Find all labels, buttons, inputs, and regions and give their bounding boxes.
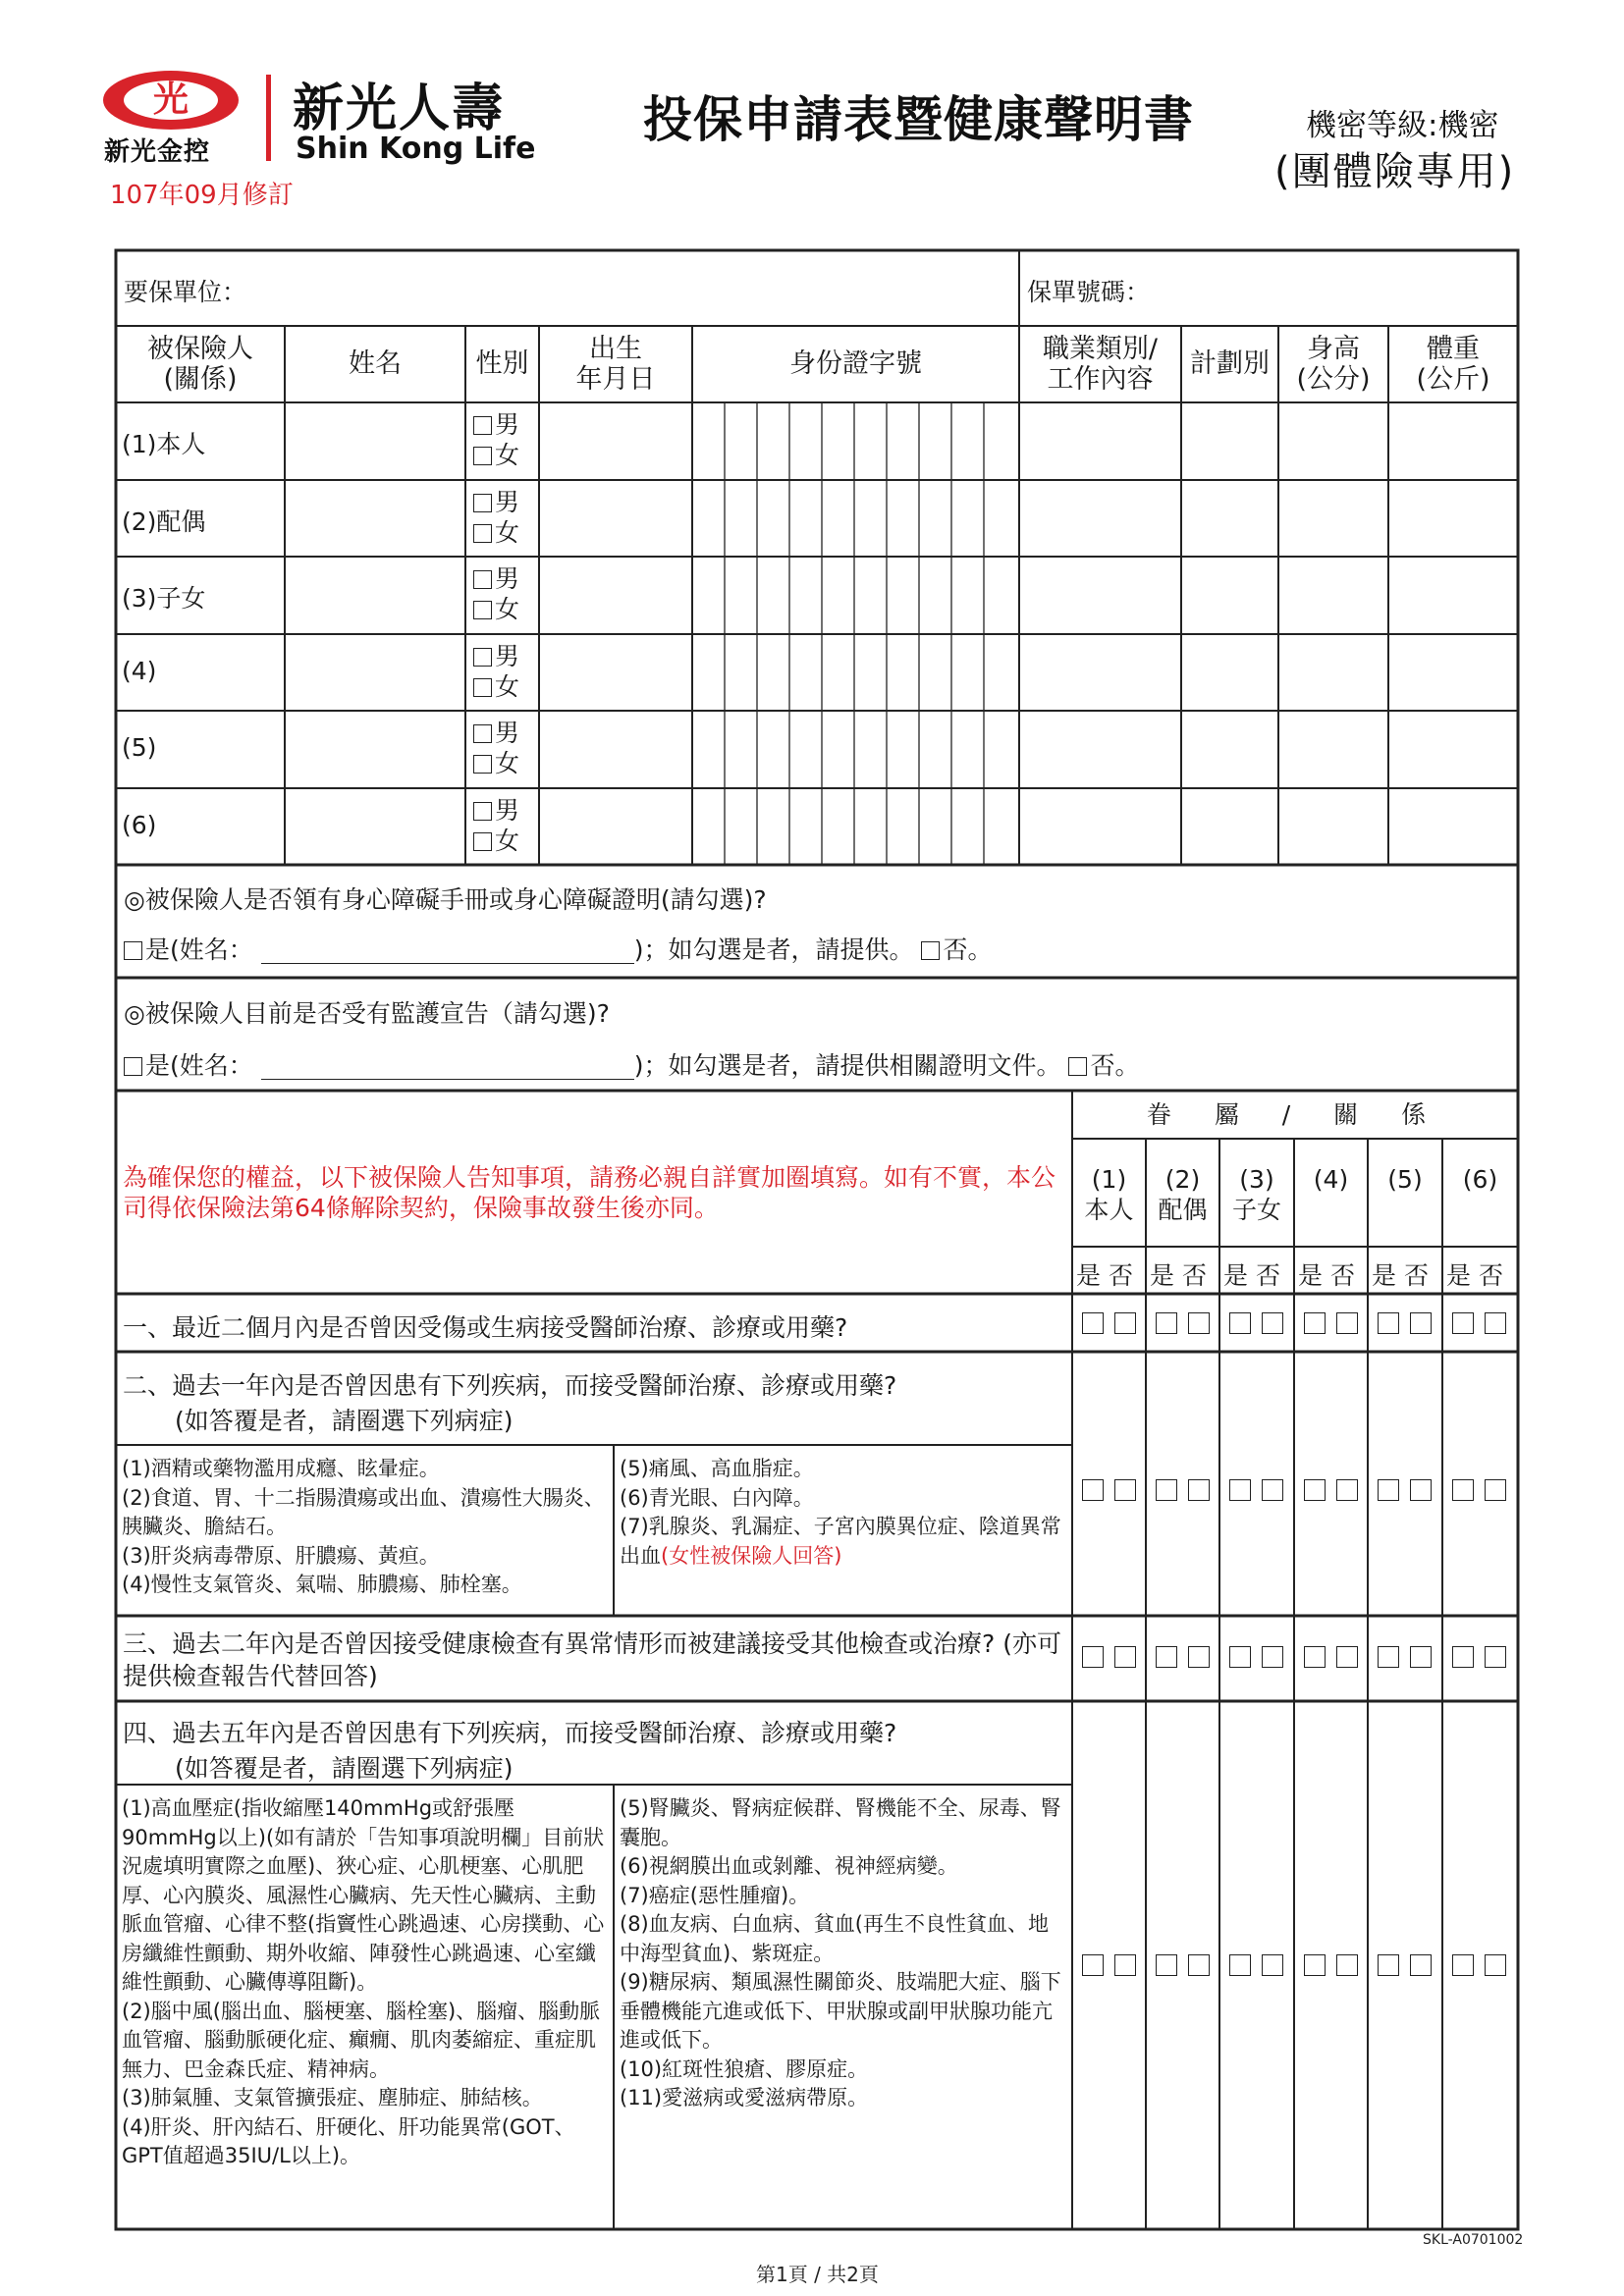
male-checkbox[interactable] [473, 648, 492, 667]
answer-checkbox[interactable] [1452, 1479, 1474, 1501]
answer-checkbox[interactable] [1304, 1312, 1326, 1334]
row-label-5: (5) [122, 733, 157, 762]
answer-checkbox[interactable] [1410, 1954, 1432, 1976]
revision-date: 107年09月修訂 [110, 181, 294, 210]
list-item: (3)肝炎病毒帶原、肝膿瘍、黃疸。 [122, 1543, 440, 1568]
member-5-header: (5) [1387, 1165, 1423, 1194]
female-checkbox[interactable] [473, 601, 492, 619]
female-checkbox[interactable] [473, 678, 492, 697]
member-4-header: (4) [1313, 1165, 1349, 1194]
answer-checkbox[interactable] [1410, 1312, 1432, 1334]
answer-checkbox[interactable] [1082, 1312, 1104, 1334]
question-2-left-list [122, 1455, 608, 1600]
answer-checkbox[interactable] [1114, 1312, 1136, 1334]
question-1: 一、最近二個月內是否曾因受傷或生病接受醫師治療、診療或用藥? [123, 1313, 848, 1342]
policy-number-field[interactable] [1164, 259, 1507, 318]
list-item: (9)糖尿病、類風濕性關節炎、肢端肥大症、腦下垂體機能亢進或低下、甲狀腺或副甲狀腺功能亢進或低下。 [620, 1970, 1061, 2052]
gender-options-row-4[interactable]: 男 女 [473, 641, 519, 702]
answer-checkbox[interactable] [1188, 1312, 1210, 1334]
answer-checkbox[interactable] [1410, 1646, 1432, 1668]
answer-checkbox[interactable] [1156, 1954, 1177, 1976]
form-code: SKL-A0701002 [1423, 2232, 1524, 2248]
page-number: 第1頁 / 共2頁 [756, 2263, 879, 2286]
gender-options-row-6[interactable]: 男 女 [473, 795, 519, 856]
list-item: (11)愛滋病或愛滋病帶原。 [620, 2086, 869, 2109]
member-6-header: (6) [1462, 1165, 1498, 1194]
notice-warning: 為確保您的權益，以下被保險人告知事項，請務必親自詳實加圈填寫。如有不實，本公司得依保險法第64條解除契約，保險事故發生後亦同。 [123, 1163, 1056, 1222]
answer-checkbox[interactable] [1082, 1646, 1104, 1668]
guardianship-no-checkbox[interactable] [1068, 1057, 1087, 1076]
guardianship-question: ◎被保險人目前是否受有監護宣告（請勾選)? [124, 999, 610, 1028]
answer-checkbox[interactable] [1336, 1646, 1358, 1668]
row-label-6: (6) [122, 811, 157, 839]
height-header: 身高 (公分) [1296, 334, 1371, 395]
weight-header: 體重 (公斤) [1416, 334, 1490, 395]
answer-checkboxes-q2 [1072, 1471, 1518, 1511]
answer-checkbox[interactable] [1378, 1646, 1399, 1668]
answer-checkboxes-q3 [1072, 1638, 1518, 1678]
answer-checkbox[interactable] [1378, 1954, 1399, 1976]
relation-header: 被保險人 (關係) [147, 334, 253, 395]
list-item: (1)高血壓症(指收縮壓140mmHg或舒張壓90mmHg以上)(如有請於「告知事項說明欄」目前狀況處填明實際之血壓)、狹心症、心肌梗塞、心肌肥厚、心內膜炎、風濕性心臟病、先天性心臟病、主動脈血管瘤、心律不整(指竇性心跳過速、心房撲動、心房纖維性顫動、期外收縮、陣發性心跳過速、心室纖維性顫動、心臟傳導阻斷)。 [122, 1796, 605, 1994]
id-header: 身份證字號 [789, 348, 922, 379]
answer-checkbox[interactable] [1304, 1479, 1326, 1501]
yes-no-labels-5: 是 否 [1372, 1261, 1429, 1290]
answer-checkbox[interactable] [1304, 1954, 1326, 1976]
birth-header: 出生 年月日 [575, 334, 656, 395]
gender-options-row-2[interactable]: 男 女 [473, 487, 519, 548]
answer-checkboxes-q4 [1072, 1947, 1518, 1986]
answer-checkbox[interactable] [1485, 1479, 1506, 1501]
answer-checkbox[interactable] [1262, 1312, 1283, 1334]
answer-checkboxes-q1 [1072, 1305, 1518, 1344]
answer-checkbox[interactable] [1378, 1479, 1399, 1501]
row-label-spouse: (2)配偶 [122, 507, 206, 536]
answer-checkbox[interactable] [1262, 1954, 1283, 1976]
question-2-sub: (如答覆是者，請圈選下列病症) [175, 1407, 514, 1435]
list-item: (2)腦中風(腦出血、腦梗塞、腦栓塞)、腦瘤、腦動脈血管瘤、腦動脈硬化症、癲癇、肌肉萎縮症、重症肌無力、巴金森氏症、精神病。 [122, 1999, 601, 2081]
answer-checkbox[interactable] [1336, 1479, 1358, 1501]
list-item: (2)食道、胃、十二指腸潰瘍或出血、潰瘍性大腸炎、胰臟炎、膽結石。 [122, 1485, 605, 1538]
yes-no-labels-4: 是 否 [1298, 1261, 1355, 1290]
answer-checkbox[interactable] [1452, 1954, 1474, 1976]
answer-checkbox[interactable] [1304, 1646, 1326, 1668]
answer-checkbox[interactable] [1410, 1479, 1432, 1501]
male-checkbox[interactable] [473, 570, 492, 589]
answer-checkbox[interactable] [1229, 1479, 1251, 1501]
guardianship-name-field[interactable] [261, 1057, 634, 1080]
answer-checkbox[interactable] [1229, 1646, 1251, 1668]
answer-checkbox[interactable] [1156, 1312, 1177, 1334]
policy-unit-field[interactable] [393, 259, 1001, 318]
yes-no-labels-2: 是 否 [1150, 1261, 1207, 1290]
member-1-header: (1) 本人 [1084, 1165, 1134, 1224]
gender-options-row-1[interactable]: 男 女 [473, 409, 519, 470]
answer-checkbox[interactable] [1114, 1646, 1136, 1668]
row-label-child: (3)子女 [122, 584, 206, 613]
answer-checkbox[interactable] [1156, 1479, 1177, 1501]
disability-no-checkbox[interactable] [921, 941, 940, 960]
brand-name-en: Shin Kong Life [296, 132, 536, 166]
gender-options-row-3[interactable]: 男 女 [473, 563, 519, 624]
brand-name-zh: 新光人壽 [293, 80, 506, 138]
policy-number-label: 保單號碼： [1027, 278, 1151, 306]
disability-yes-checkbox[interactable] [124, 941, 142, 960]
answer-checkbox[interactable] [1336, 1312, 1358, 1334]
answer-checkbox[interactable] [1485, 1312, 1506, 1334]
yes-no-labels-3: 是 否 [1223, 1261, 1280, 1290]
member-3-header: (3) 子女 [1231, 1165, 1281, 1224]
answer-checkbox[interactable] [1082, 1954, 1104, 1976]
guardianship-yes-checkbox[interactable] [124, 1057, 142, 1076]
disability-name-field[interactable] [261, 941, 634, 964]
female-checkbox[interactable] [473, 447, 492, 465]
holding-name: 新光金控 [104, 137, 211, 167]
list-item: (10)紅斑性狼瘡、膠原症。 [620, 2056, 869, 2081]
answer-checkbox[interactable] [1114, 1479, 1136, 1501]
list-item: (6)視網膜出血或剝離、視神經病變。 [620, 1854, 958, 1878]
answer-checkbox[interactable] [1188, 1954, 1210, 1976]
answer-checkbox[interactable] [1485, 1954, 1506, 1976]
list-item: (4)慢性支氣管炎、氣喘、肺膿瘍、肺栓塞。 [122, 1573, 522, 1596]
yes-no-labels-1: 是 否 [1076, 1261, 1133, 1290]
plan-header: 計劃別 [1190, 348, 1270, 379]
answer-checkbox[interactable] [1229, 1954, 1251, 1976]
yes-no-labels-6: 是 否 [1446, 1261, 1503, 1290]
gender-options-row-5[interactable]: 男 女 [473, 718, 519, 778]
row-label-self: (1)本人 [122, 430, 206, 458]
answer-checkbox[interactable] [1336, 1954, 1358, 1976]
disability-answer: 是(姓名： )；如勾選是者，請提供。 否。 [124, 931, 992, 966]
list-item: (3)肺氣腫、支氣管擴張症、塵肺症、肺結核。 [122, 2086, 543, 2109]
answer-checkbox[interactable] [1188, 1646, 1210, 1668]
list-item: (5)腎臟炎、腎病症候群、腎機能不全、尿毒、腎囊胞。 [620, 1796, 1061, 1849]
list-item: (5)痛風、高血脂症。 [620, 1457, 814, 1480]
male-checkbox[interactable] [473, 416, 492, 435]
gender-header: 性別 [475, 348, 529, 379]
list-item: (1)酒精或藥物濫用成癮、眩暈症。 [122, 1457, 440, 1480]
logo-divider [266, 75, 271, 161]
group-use-label: (團體險專用) [1274, 149, 1516, 194]
male-checkbox[interactable] [473, 724, 492, 743]
confidentiality-level: 機密等級:機密 [1306, 108, 1499, 143]
document-title: 投保申請表暨健康聲明書 [643, 91, 1194, 148]
list-item: (4)肝炎、肝內結石、肝硬化、肝功能異常(GOT、GPT值超過35IU/L以上)。 [122, 2114, 575, 2167]
list-item: (8)血友病、白血病、貧血(再生不良性貧血、地中海型貧血)、紫斑症。 [620, 1912, 1049, 1965]
female-checkbox[interactable] [473, 755, 492, 774]
question-3: 三、過去二年內是否曾因接受健康檢查有異常情形而被建議接受其他檢查或治療? (亦可提供檢查報告代替回答) [123, 1629, 1061, 1690]
company-logo: 光 [152, 80, 189, 120]
family-relation-header: 眷 屬 / 關 係 [1146, 1100, 1444, 1129]
female-checkbox[interactable] [473, 524, 492, 543]
occupation-header: 職業類別/ 工作內容 [1042, 334, 1159, 395]
answer-checkbox[interactable] [1229, 1312, 1251, 1334]
female-checkbox[interactable] [473, 832, 492, 851]
row-label-4: (4) [122, 657, 157, 685]
question-4-left-list [122, 1794, 608, 2171]
disability-question: ◎被保險人是否領有身心障礙手冊或身心障礙證明(請勾選)? [124, 885, 767, 914]
question-2-right-list [620, 1455, 1066, 1571]
question-4-sub: (如答覆是者，請圈選下列病症) [175, 1754, 514, 1783]
male-checkbox[interactable] [473, 494, 492, 512]
list-item: (7)乳腺炎、乳漏症、子宮內膜異位症、陰道異常出血(女性被保險人回答) [620, 1515, 1061, 1568]
answer-checkbox[interactable] [1378, 1312, 1399, 1334]
female-only-note: (女性被保險人回答) [661, 1543, 842, 1568]
answer-checkbox[interactable] [1188, 1479, 1210, 1501]
answer-checkbox[interactable] [1452, 1646, 1474, 1668]
answer-checkbox[interactable] [1114, 1954, 1136, 1976]
question-4-right-list [620, 1794, 1066, 2113]
answer-checkbox[interactable] [1485, 1646, 1506, 1668]
member-2-header: (2) 配偶 [1158, 1165, 1208, 1224]
male-checkbox[interactable] [473, 802, 492, 821]
policy-unit-label: 要保單位： [124, 278, 247, 306]
answer-checkbox[interactable] [1452, 1312, 1474, 1334]
answer-checkbox[interactable] [1262, 1479, 1283, 1501]
list-item: (7)癌症(惡性腫瘤)。 [620, 1883, 810, 1907]
answer-checkbox[interactable] [1082, 1479, 1104, 1501]
answer-checkbox[interactable] [1262, 1646, 1283, 1668]
question-2-title: 二、過去一年內是否曾因患有下列疾病，而接受醫師治療、診療或用藥? [123, 1371, 897, 1400]
question-4-title: 四、過去五年內是否曾因患有下列疾病，而接受醫師治療、診療或用藥? [123, 1719, 897, 1747]
list-item: (6)青光眼、白內障。 [620, 1485, 814, 1510]
name-header: 姓名 [349, 348, 402, 379]
answer-checkbox[interactable] [1156, 1646, 1177, 1668]
guardianship-answer: 是(姓名： )；如勾選是者，請提供相關證明文件。 否。 [124, 1046, 1139, 1082]
